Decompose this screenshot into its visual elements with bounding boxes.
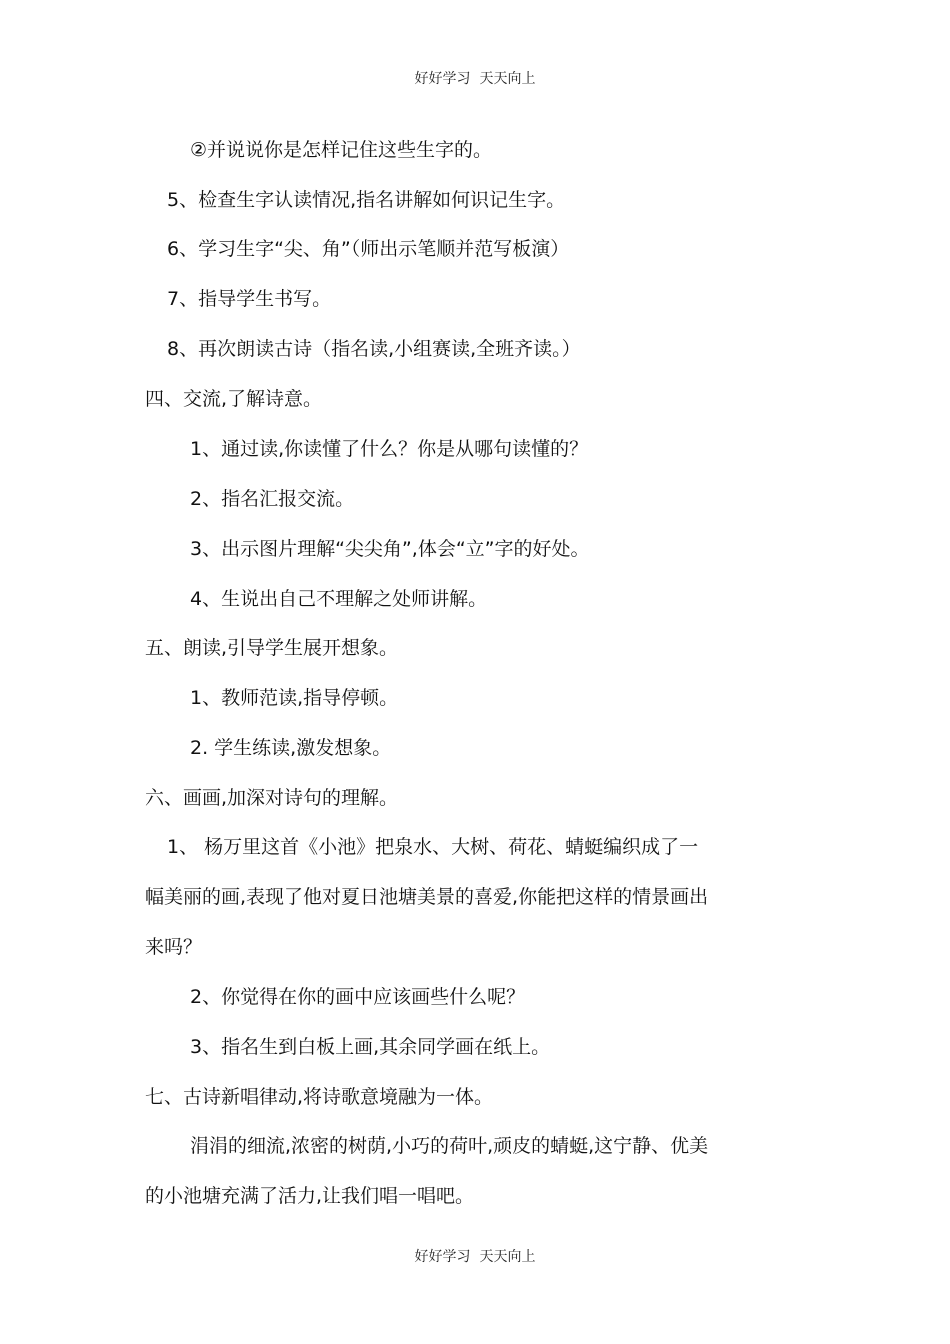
- text-line: 涓涓的细流,浓密的树荫,小巧的荷叶,顽皮的蜻蜓,这宁静、优美: [190, 1135, 709, 1157]
- page-header: 好好学习 天天向上: [414, 71, 536, 87]
- text-line: 的小池塘充满了活力,让我们唱一唱吧。: [145, 1185, 475, 1207]
- text-line: 1、教师范读,指导停顿。: [190, 687, 399, 709]
- text-line: 4、生说出自己不理解之处师讲解。: [190, 588, 488, 610]
- text-line: 幅美丽的画,表现了他对夏日池塘美景的喜爱,你能把这样的情景画出: [145, 886, 709, 908]
- text-line: 2、指名汇报交流。: [190, 488, 355, 510]
- section-heading: 五、朗读,引导学生展开想象。: [145, 637, 399, 659]
- text-line: 5、检查生字认读情况,指名讲解如何识记生字。: [167, 189, 566, 211]
- section-heading: 六、画画,加深对诗句的理解。: [145, 787, 399, 809]
- page-footer: 好好学习 天天向上: [414, 1249, 536, 1265]
- text-line: ②并说说你是怎样记住这些生字的。: [190, 139, 493, 161]
- text-line: 3、指名生到白板上画,其余同学画在纸上。: [190, 1036, 551, 1058]
- text-line: 7、指导学生书写。: [167, 288, 332, 310]
- section-heading: 四、交流,了解诗意。: [145, 388, 323, 410]
- text-line: 2. 学生练读,激发想象。: [190, 737, 392, 759]
- text-line: 3、出示图片理解“尖尖角”,体会“立”字的好处。: [190, 538, 590, 560]
- section-heading: 七、古诗新唱律动,将诗歌意境融为一体。: [145, 1086, 494, 1108]
- text-line: 1、通过读,你读懂了什么？你是从哪句读懂的？: [190, 438, 589, 460]
- text-line: 来吗？: [145, 936, 203, 958]
- text-line: 2、你觉得在你的画中应该画些什么呢？: [190, 986, 526, 1008]
- text-line: 6、学习生字“尖、角”（师出示笔顺并范写板演）: [167, 238, 570, 260]
- text-line: 8、再次朗读古诗（指名读,小组赛读,全班齐读。）: [167, 338, 581, 360]
- text-line: 1、 杨万里这首《小池》把泉水、大树、荷花、蜻蜓编织成了一: [167, 836, 699, 858]
